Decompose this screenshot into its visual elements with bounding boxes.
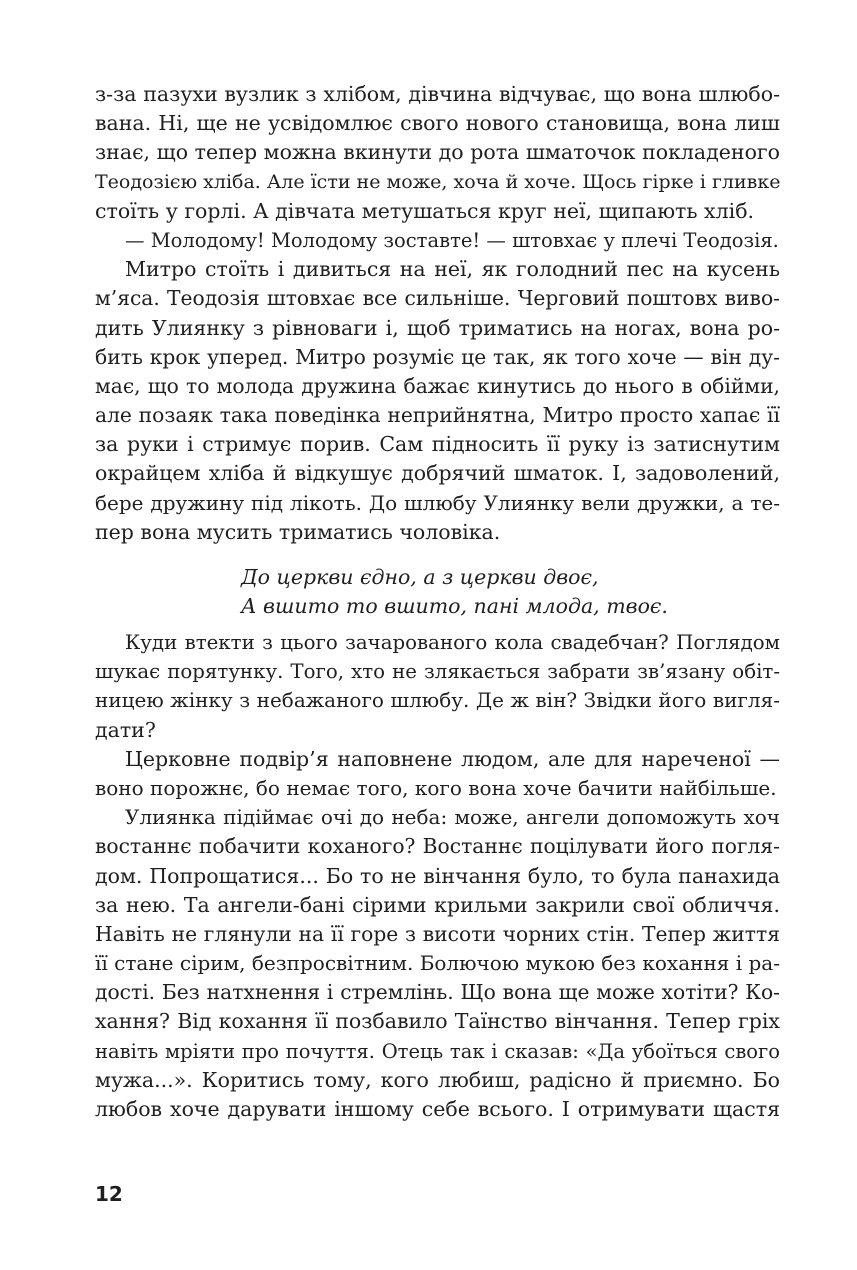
text-block-lower — [95, 628, 780, 1124]
text-line: з-за пазухи вузлик з хлібом, дівчина відчуває, що вона шлюбо- — [95, 82, 780, 106]
text-block-upper — [95, 80, 780, 547]
text-line: Церковне подвір’я наповнене людом, але для нареченої — — [125, 746, 780, 771]
text-line: мужа...». Коритись тому, кого любиш, радісно й приємно. Бо — [95, 1067, 780, 1092]
text-line: воно порожнє, бо немає того, кого вона хоче бачити найбільше. — [95, 775, 777, 800]
text-line: її стане сірим, безпросвітним. Болючою мукою без кохання і ра- — [95, 951, 780, 976]
text-line: дом. Попрощатися... Бо то не вінчання було, то була панахида — [95, 863, 780, 888]
text-line: вана. Ні, ще не усвідомлює свого нового становища, вона лиш — [95, 111, 780, 136]
text-line: Митро стоїть і дивиться на неї, як голодний пес на кусень — [125, 257, 780, 282]
text-line: за нею. Та ангели-бані сірими крильми закрили свої обличчя. — [95, 892, 780, 917]
text-line: Теодозією хліба. Але їсти не може, хоча й хоче. Щось гірке і гливке — [95, 170, 780, 193]
poem-line: А вшито то вшито, пані млода, твоє. — [241, 594, 668, 619]
text-line: любов хоче дарувати іншому себе всього. І отримувати щастя — [95, 1097, 780, 1121]
poem-line: До церкви єдно, а з церкви двоє, — [241, 565, 599, 589]
text-line: дості. Без натхнення і стремлінь. Що вона ще може хотіти? Ко- — [95, 980, 780, 1005]
text-line: має, що то молода дружина бажає кинутись до нього в обійми, — [95, 373, 780, 398]
text-line: навіть мріяти про почуття. Отець так і сказав: «Да убоїться свого — [95, 1039, 780, 1063]
poem-verse — [241, 563, 668, 621]
text-line: дати? — [95, 717, 156, 742]
text-line: знає, що тепер можна вкинути до рота шматочок покладеного — [95, 140, 780, 165]
text-line: ницею жінку з небажаного шлюбу. Де ж він? Звідки його вигля- — [95, 688, 780, 713]
page-number: 12 — [95, 1182, 123, 1206]
text-line: окрайцем хліба й відкушує добрячий шматок. І, задоволений, — [95, 461, 780, 486]
text-line: пер вона мусить триматись чоловіка. — [95, 519, 501, 544]
text-line: бере дружину під лікоть. До шлюбу Улиянку вели дружки, а те- — [95, 490, 780, 515]
text-line: шукає порятунку. Того, хто не злякається забрати зв’язану обіт- — [95, 660, 780, 684]
text-line: — Молодому! Молодому зоставте! — штовхає у плечі Теодозія. — [125, 228, 779, 252]
text-line: дить Улиянку з рівноваги і, щоб триматись на ногах, вона ро- — [95, 315, 780, 340]
text-line: за руки і стримує порив. Сам підносить її руку із затиснутим — [95, 432, 780, 457]
text-line: Улиянка підіймає очі до неба: може, ангели допоможуть хоч — [125, 805, 780, 830]
text-line: Куди втекти з цього зачарованого кола свадебчан? Поглядом — [125, 631, 780, 654]
text-line: востаннє побачити коханого? Востаннє поцілувати його погля- — [95, 834, 780, 859]
text-line: стоїть у горлі. А дівчата метушаться круг неї, щипають хліб. — [95, 198, 755, 223]
text-line: м’яса. Теодозія штовхає все сильніше. Черговий поштовх виво- — [95, 286, 780, 311]
text-line: бить крок уперед. Митро розуміє це так, як того хоче — він ду- — [95, 344, 780, 369]
text-line: але позаяк така поведінка неприйнятна, Митро просто хапає її — [95, 403, 780, 428]
text-line: хання? Від кохання її позбавило Таїнство вінчання. Тепер гріх — [95, 1009, 780, 1034]
text-line: Навіть не глянули на її горе з висоти чорних стін. Тепер життя — [95, 921, 780, 946]
